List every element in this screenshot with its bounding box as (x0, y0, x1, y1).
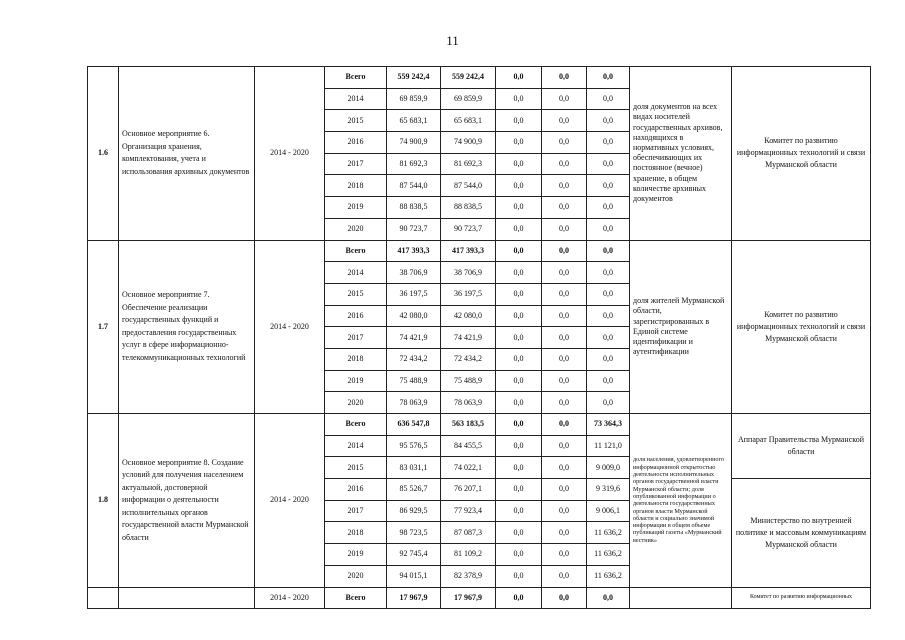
budget-table (87, 66, 871, 609)
amount-local-cell: 0,0 (542, 370, 587, 392)
amount-other-cell: 0,0 (587, 218, 630, 240)
amount-regional-cell: 559 242,4 (441, 67, 496, 89)
amount-local-cell: 0,0 (542, 414, 587, 436)
activity-title: Основное мероприятие 7. Обеспечение реализации государственных функций и предоставления государственных услуг в сфере информационно-телекоммуникационных технологий (119, 240, 255, 414)
amount-local-cell: 0,0 (542, 110, 587, 132)
amount-regional-cell: 87 087,3 (441, 522, 496, 544)
amount-other-cell: 11 636,2 (587, 565, 630, 587)
year-cell: 2016 (325, 305, 387, 327)
year-cell: 2018 (325, 348, 387, 370)
amount-other-cell: 0,0 (587, 370, 630, 392)
amount-other-cell: 0,0 (587, 262, 630, 284)
table-row-last (88, 587, 871, 609)
amount-federal-cell: 0,0 (496, 544, 542, 566)
amount-total-cell: 42 080,0 (387, 305, 441, 327)
amount-federal-cell: 0,0 (496, 348, 542, 370)
amount-total-cell: 636 547,8 (387, 414, 441, 436)
year-cell: Всего (325, 587, 387, 609)
table-row (88, 240, 871, 262)
amount-federal-cell: 0,0 (496, 457, 542, 479)
amount-total-cell: 69 859,9 (387, 88, 441, 110)
year-cell: 2015 (325, 283, 387, 305)
executor-text: Комитет по развитию информационных технологий и связи Мурманской области (732, 240, 871, 414)
executor-text: Комитет по развитию информационных (732, 587, 871, 609)
table-row (88, 67, 871, 89)
amount-local-cell: 0,0 (542, 565, 587, 587)
amount-local-cell: 0,0 (542, 197, 587, 219)
amount-other-cell: 9 009,0 (587, 457, 630, 479)
amount-total-cell: 88 838,5 (387, 197, 441, 219)
amount-total-cell: 86 929,5 (387, 500, 441, 522)
amount-other-cell: 0,0 (587, 348, 630, 370)
amount-regional-cell: 563 183,5 (441, 414, 496, 436)
year-cell: 2020 (325, 565, 387, 587)
amount-total-cell: 38 706,9 (387, 262, 441, 284)
amount-other-cell: 0,0 (587, 197, 630, 219)
amount-regional-cell: 82 378,9 (441, 565, 496, 587)
amount-other-cell: 0,0 (587, 153, 630, 175)
amount-federal-cell: 0,0 (496, 414, 542, 436)
amount-local-cell: 0,0 (542, 327, 587, 349)
amount-regional-cell: 38 706,9 (441, 262, 496, 284)
amount-other-cell: 73 364,3 (587, 414, 630, 436)
year-cell: 2018 (325, 175, 387, 197)
amount-total-cell: 85 526,7 (387, 479, 441, 501)
amount-federal-cell: 0,0 (496, 283, 542, 305)
amount-other-cell: 11 636,2 (587, 544, 630, 566)
amount-local-cell: 0,0 (542, 348, 587, 370)
amount-total-cell: 559 242,4 (387, 67, 441, 89)
amount-regional-cell: 87 544,0 (441, 175, 496, 197)
amount-other-cell: 0,0 (587, 327, 630, 349)
activity-period: 2014 - 2020 (255, 67, 325, 241)
amount-other-cell: 0,0 (587, 240, 630, 262)
amount-total-cell: 81 692,3 (387, 153, 441, 175)
amount-regional-cell: 90 723,7 (441, 218, 496, 240)
amount-federal-cell: 0,0 (496, 110, 542, 132)
empty-title-cell (119, 587, 255, 609)
year-cell: Всего (325, 67, 387, 89)
year-cell: 2016 (325, 132, 387, 154)
amount-total-cell: 83 031,1 (387, 457, 441, 479)
page-number: 11 (446, 33, 459, 48)
amount-other-cell: 11 636,2 (587, 522, 630, 544)
amount-total-cell: 95 576,5 (387, 435, 441, 457)
amount-other-cell: 0,0 (587, 132, 630, 154)
amount-federal-cell: 0,0 (496, 370, 542, 392)
amount-local-cell: 0,0 (542, 262, 587, 284)
table-row (88, 414, 871, 436)
amount-regional-cell: 417 393,3 (441, 240, 496, 262)
amount-other-cell: 11 121,0 (587, 435, 630, 457)
amount-total-cell: 87 544,0 (387, 175, 441, 197)
amount-other-cell: 9 319,6 (587, 479, 630, 501)
amount-regional-cell: 69 859,9 (441, 88, 496, 110)
indicator-text: доля документов на всех видах носителей государственных архивов, находящихся в нормативных условиях, обеспечивающих их постоянное (вечное) хранение, в общем количестве архивных документов (630, 67, 732, 241)
amount-regional-cell: 75 488,9 (441, 370, 496, 392)
amount-local-cell: 0,0 (542, 305, 587, 327)
amount-other-cell: 0,0 (587, 67, 630, 89)
amount-federal-cell: 0,0 (496, 262, 542, 284)
amount-federal-cell: 0,0 (496, 132, 542, 154)
amount-regional-cell: 81 109,2 (441, 544, 496, 566)
amount-regional-cell: 36 197,5 (441, 283, 496, 305)
executor-text: Комитет по развитию информационных технологий и связи Мурманской области (732, 67, 871, 241)
year-cell: 2017 (325, 500, 387, 522)
amount-federal-cell: 0,0 (496, 565, 542, 587)
amount-federal-cell: 0,0 (496, 305, 542, 327)
amount-federal-cell: 0,0 (496, 392, 542, 414)
empty-indicator-cell (630, 587, 732, 609)
amount-total-cell: 92 745,4 (387, 544, 441, 566)
amount-federal-cell: 0,0 (496, 67, 542, 89)
activity-period: 2014 - 2020 (255, 414, 325, 588)
amount-regional-cell: 88 838,5 (441, 197, 496, 219)
year-cell: Всего (325, 240, 387, 262)
amount-regional-cell: 81 692,3 (441, 153, 496, 175)
year-cell: 2014 (325, 262, 387, 284)
amount-federal-cell: 0,0 (496, 327, 542, 349)
amount-local-cell: 0,0 (542, 479, 587, 501)
amount-local-cell: 0,0 (542, 544, 587, 566)
year-cell: 2019 (325, 544, 387, 566)
activity-number: 1.7 (88, 240, 119, 414)
amount-total-cell: 74 900,9 (387, 132, 441, 154)
amount-regional-cell: 74 421,9 (441, 327, 496, 349)
year-cell: 2016 (325, 479, 387, 501)
table-body (88, 67, 871, 609)
amount-federal-cell: 0,0 (496, 88, 542, 110)
amount-regional-cell: 65 683,1 (441, 110, 496, 132)
year-cell: 2014 (325, 435, 387, 457)
amount-federal-cell: 0,0 (496, 218, 542, 240)
year-cell: 2020 (325, 218, 387, 240)
amount-total-cell: 94 015,1 (387, 565, 441, 587)
amount-local-cell: 0,0 (542, 392, 587, 414)
amount-federal-cell: 0,0 (496, 587, 542, 609)
amount-local-cell: 0,0 (542, 283, 587, 305)
year-cell: 2014 (325, 88, 387, 110)
amount-local-cell: 0,0 (542, 500, 587, 522)
year-cell: 2020 (325, 392, 387, 414)
amount-local-cell: 0,0 (542, 457, 587, 479)
amount-federal-cell: 0,0 (496, 522, 542, 544)
year-cell: 2015 (325, 457, 387, 479)
year-cell: 2015 (325, 110, 387, 132)
amount-federal-cell: 0,0 (496, 479, 542, 501)
executor-text-bottom: Министерство по внутренней политике и массовым коммуникациям Мурманской области (732, 479, 871, 587)
amount-regional-cell: 74 022,1 (441, 457, 496, 479)
amount-other-cell: 0,0 (587, 587, 630, 609)
amount-federal-cell: 0,0 (496, 197, 542, 219)
amount-federal-cell: 0,0 (496, 500, 542, 522)
year-cell: 2019 (325, 197, 387, 219)
amount-regional-cell: 74 900,9 (441, 132, 496, 154)
amount-other-cell: 0,0 (587, 110, 630, 132)
year-cell: 2018 (325, 522, 387, 544)
activity-title: Основное мероприятие 8. Создание условий для получения населением актуальной, достоверной информации о деятельности исполнительных органов государственной власти Мурманской области (119, 414, 255, 588)
amount-regional-cell: 17 967,9 (441, 587, 496, 609)
amount-local-cell: 0,0 (542, 88, 587, 110)
amount-total-cell: 75 488,9 (387, 370, 441, 392)
amount-federal-cell: 0,0 (496, 175, 542, 197)
amount-local-cell: 0,0 (542, 435, 587, 457)
year-cell: 2019 (325, 370, 387, 392)
amount-local-cell: 0,0 (542, 67, 587, 89)
year-cell: Всего (325, 414, 387, 436)
activity-number: 1.6 (88, 67, 119, 241)
indicator-text: доля жителей Мурманской области, зарегистрированных в Единой системе идентификации и аутентификации (630, 240, 732, 414)
year-cell: 2017 (325, 153, 387, 175)
amount-total-cell: 17 967,9 (387, 587, 441, 609)
amount-other-cell: 0,0 (587, 392, 630, 414)
year-cell: 2017 (325, 327, 387, 349)
amount-total-cell: 98 723,5 (387, 522, 441, 544)
amount-other-cell: 0,0 (587, 88, 630, 110)
amount-local-cell: 0,0 (542, 153, 587, 175)
amount-local-cell: 0,0 (542, 240, 587, 262)
amount-total-cell: 72 434,2 (387, 348, 441, 370)
amount-other-cell: 0,0 (587, 175, 630, 197)
amount-total-cell: 36 197,5 (387, 283, 441, 305)
amount-total-cell: 417 393,3 (387, 240, 441, 262)
amount-local-cell: 0,0 (542, 587, 587, 609)
indicator-text: доля населения, удовлетворенного информационной открытостью деятельности исполнительных органов государственной власти Мурманской области; доля опубликованной информации о деятельности государственных органов власти Мурманской области и социально значимой информации в общем объеме публикаций газеты «Мурманский вестник» (630, 414, 732, 588)
amount-local-cell: 0,0 (542, 218, 587, 240)
amount-total-cell: 90 723,7 (387, 218, 441, 240)
activity-period: 2014 - 2020 (255, 587, 325, 609)
activity-title: Основное мероприятие 6. Организация хранения, комплектования, учета и использования архивных документов (119, 67, 255, 241)
activity-number: 1.8 (88, 414, 119, 588)
empty-num-cell (88, 587, 119, 609)
amount-other-cell: 0,0 (587, 305, 630, 327)
amount-federal-cell: 0,0 (496, 435, 542, 457)
amount-regional-cell: 77 923,4 (441, 500, 496, 522)
amount-regional-cell: 84 455,5 (441, 435, 496, 457)
executor-text-top: Аппарат Правительства Мурманской области (732, 414, 871, 479)
amount-local-cell: 0,0 (542, 175, 587, 197)
amount-total-cell: 78 063,9 (387, 392, 441, 414)
amount-other-cell: 0,0 (587, 283, 630, 305)
amount-regional-cell: 42 080,0 (441, 305, 496, 327)
amount-regional-cell: 78 063,9 (441, 392, 496, 414)
amount-local-cell: 0,0 (542, 132, 587, 154)
activity-period: 2014 - 2020 (255, 240, 325, 414)
amount-regional-cell: 72 434,2 (441, 348, 496, 370)
amount-regional-cell: 76 207,1 (441, 479, 496, 501)
amount-federal-cell: 0,0 (496, 153, 542, 175)
amount-other-cell: 9 006,1 (587, 500, 630, 522)
amount-federal-cell: 0,0 (496, 240, 542, 262)
amount-local-cell: 0,0 (542, 522, 587, 544)
amount-total-cell: 65 683,1 (387, 110, 441, 132)
amount-total-cell: 74 421,9 (387, 327, 441, 349)
